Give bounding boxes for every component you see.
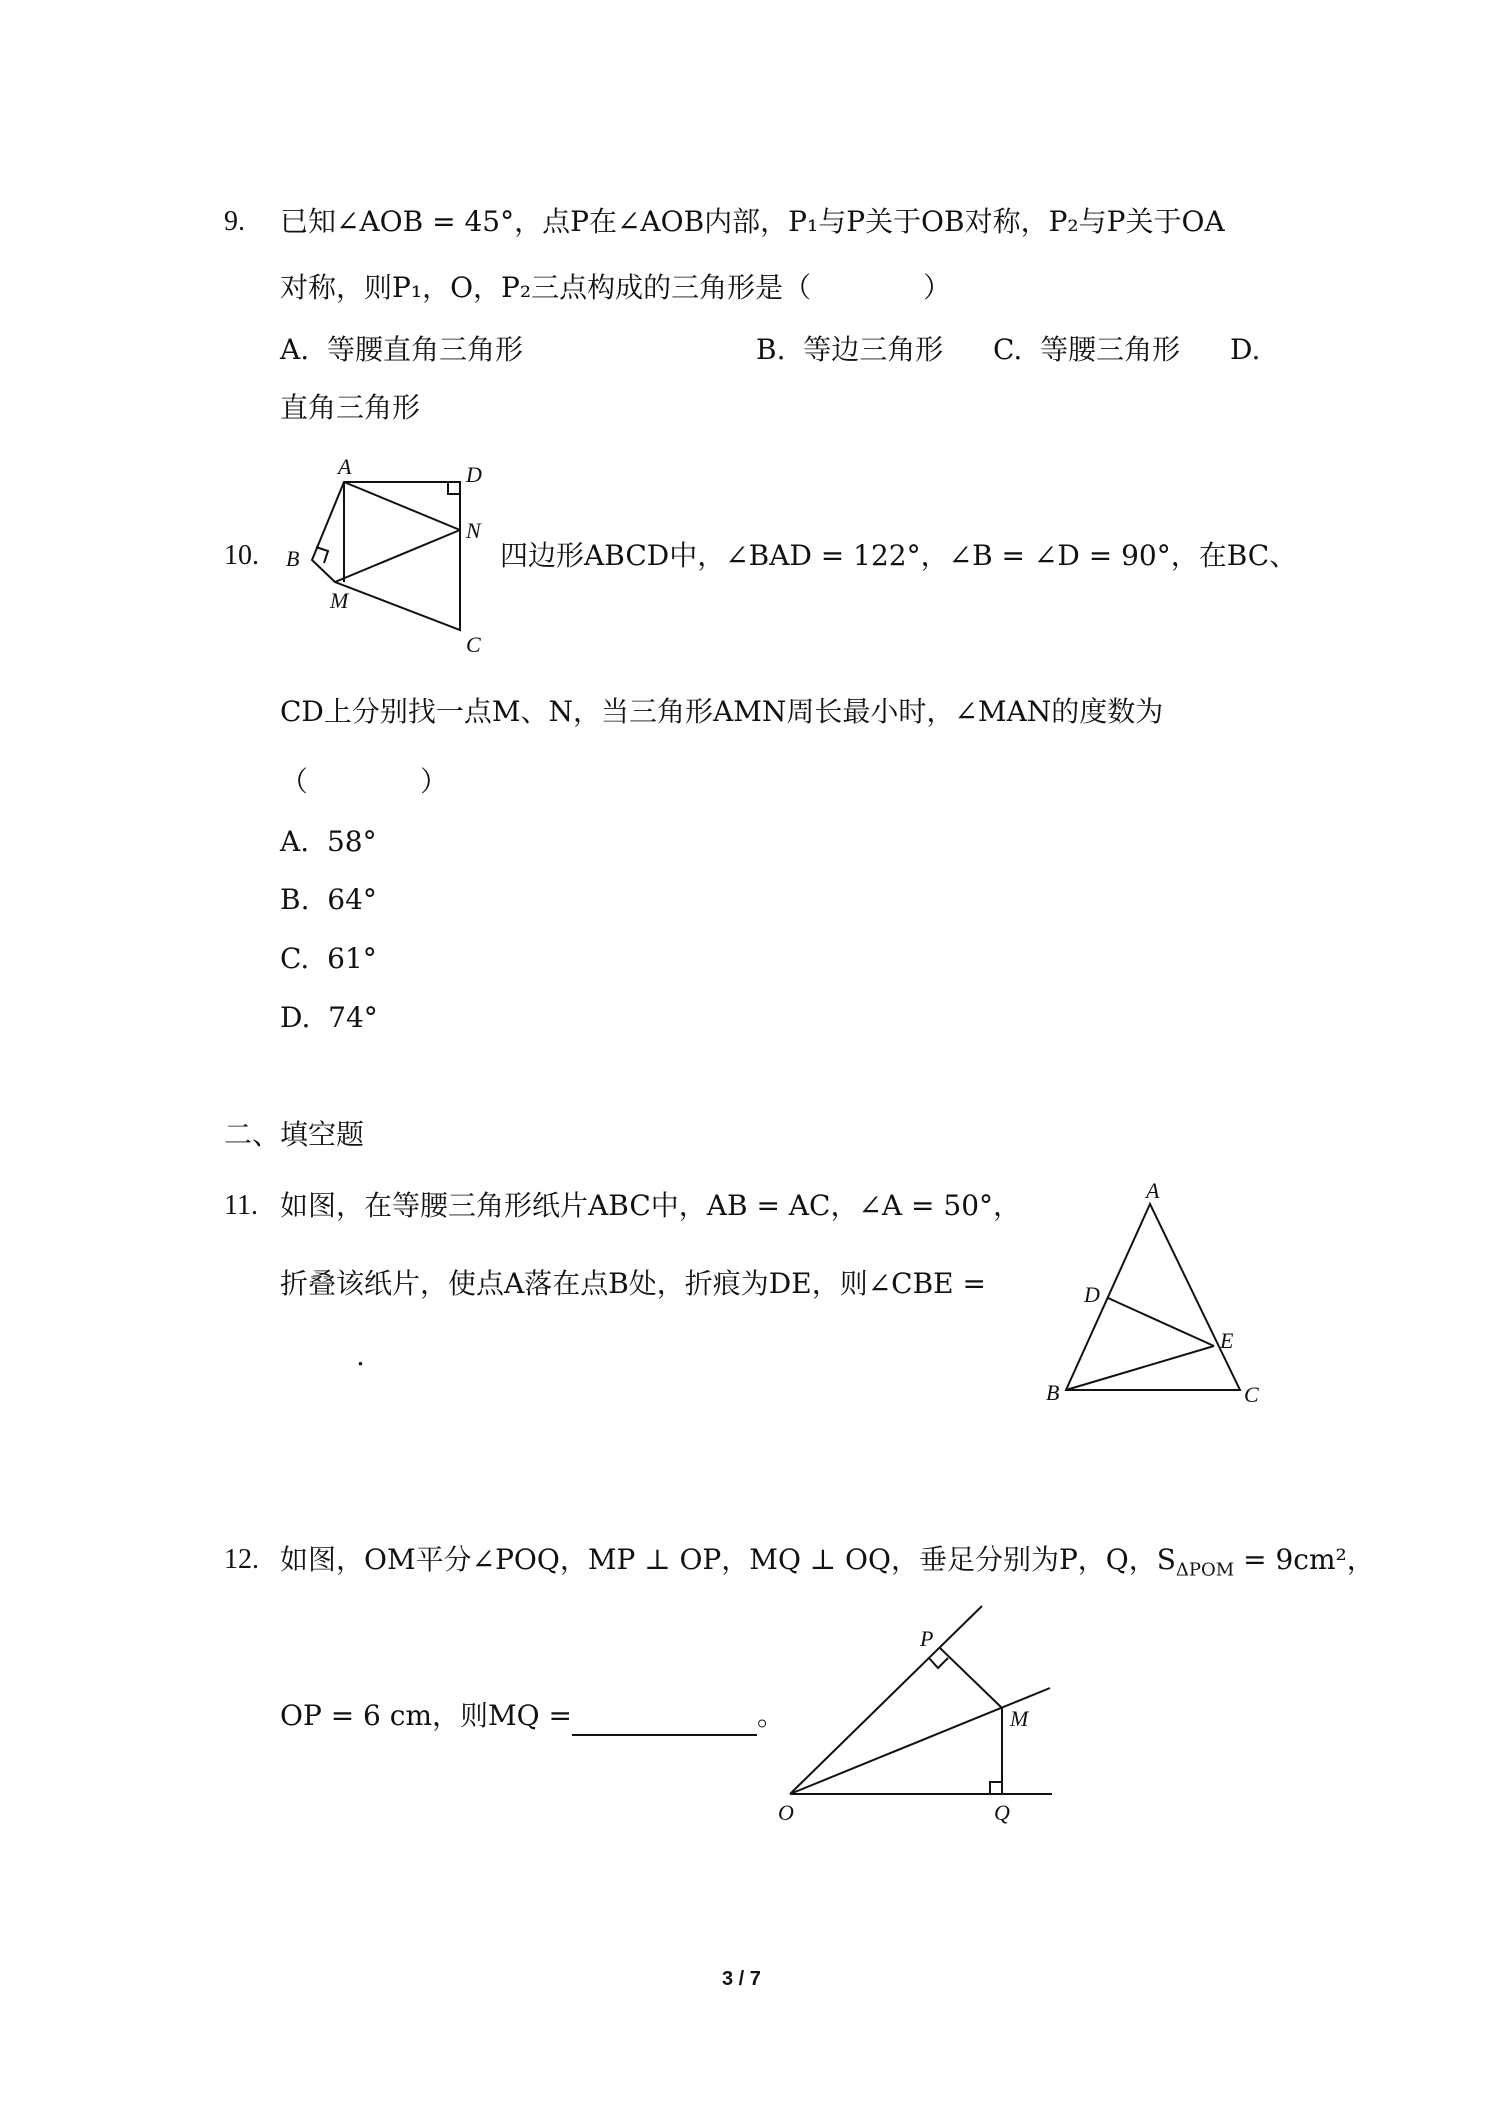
q10-stem-line1: 四边形ABCD中，∠BAD = 122°，∠B = ∠D = 90°，在BC、 xyxy=(500,539,1298,572)
q12-stem-line1 xyxy=(280,1540,1375,1591)
q10-stem-line3: （ ） xyxy=(280,765,449,798)
q9-option-d-label: D. xyxy=(1230,333,1261,366)
q10-option-a-label: A. xyxy=(280,825,310,858)
q11-answer-period: . xyxy=(356,1339,365,1372)
q9-stem-line2: 对称，则P₁，O，P₂三点构成的三角形是（ ） xyxy=(280,271,952,304)
q11-label-e: E xyxy=(1220,1328,1234,1353)
q10-option-d-text: 74° xyxy=(328,1001,378,1034)
q10-option-c-text: 61° xyxy=(327,942,377,975)
q12-label-o: O xyxy=(778,1800,794,1825)
q12-angle-bisector-figure xyxy=(770,1596,1070,1836)
q10-stem-line2: CD上分别找一点M、N，当三角形AMN周长最小时，∠MAN的度数为 xyxy=(280,695,1164,728)
q9-option-a-text: 等腰直角三角形 xyxy=(326,333,523,366)
q12-label-p: P xyxy=(920,1626,934,1651)
q10-label-a: A xyxy=(338,454,352,479)
q9-option-c-label: C. xyxy=(993,333,1023,366)
q11-triangle-figure xyxy=(1030,1178,1270,1418)
page-number: 3 / 7 xyxy=(722,1968,761,1990)
q10-quadrilateral-figure xyxy=(280,452,490,662)
q12-number: 12. xyxy=(224,1544,259,1575)
q9-option-c xyxy=(993,330,1180,370)
q11-stem-line1: 如图，在等腰三角形纸片ABC中，AB = AC，∠A = 50°， xyxy=(280,1189,1022,1222)
q12-label-q: Q xyxy=(994,1800,1010,1825)
q9-option-a xyxy=(280,330,523,370)
q12-stem-line2-main: OP = 6 cm，则MQ = xyxy=(280,1699,572,1732)
section-title-fill-in: 二、填空题 xyxy=(224,1118,365,1151)
q12-stem-line2-tail: 。 xyxy=(757,1699,786,1732)
q11-stem-line2: 折叠该纸片，使点A落在点B处，折痕为DE，则∠CBE = xyxy=(280,1267,986,1300)
q11-number: 11. xyxy=(224,1190,258,1221)
q9-option-b-text: 等边三角形 xyxy=(803,333,944,366)
q10-label-d: D xyxy=(466,462,482,487)
q9-option-b xyxy=(756,330,943,370)
q10-option-b-label: B. xyxy=(280,883,310,916)
q12-answer-blank[interactable] xyxy=(572,1704,757,1736)
q10-label-n: N xyxy=(466,518,481,543)
q9-number: 9. xyxy=(224,206,245,237)
q10-option-b-text: 64° xyxy=(327,883,377,916)
q10-option-b xyxy=(280,880,377,920)
q12-stem-line2 xyxy=(280,1696,785,1736)
q10-label-c: C xyxy=(466,632,481,657)
q9-option-b-label: B. xyxy=(756,333,786,366)
q10-option-d xyxy=(280,998,378,1038)
q9-option-c-text: 等腰三角形 xyxy=(1040,333,1181,366)
q9-option-a-label: A. xyxy=(280,333,310,366)
q10-number: 10. xyxy=(224,540,259,571)
q10-option-a xyxy=(280,822,377,862)
q10-label-b: B xyxy=(286,546,300,571)
q12-label-m: M xyxy=(1010,1706,1029,1731)
q9-option-d-text: 直角三角形 xyxy=(280,391,421,424)
q10-option-c xyxy=(280,939,377,979)
q10-option-d-label: D. xyxy=(280,1001,311,1034)
q11-label-d: D xyxy=(1084,1282,1100,1307)
q10-option-a-text: 58° xyxy=(326,825,377,858)
q10-label-m: M xyxy=(330,588,349,613)
q9-stem-line1: 已知∠AOB = 45°，点P在∠AOB内部，P₁与P关于OB对称，P₂与P关于OA xyxy=(280,205,1225,238)
q11-label-b: B xyxy=(1046,1380,1060,1405)
q11-label-a: A xyxy=(1146,1178,1160,1203)
q12-area-subscript: ΔPOM xyxy=(1175,1559,1235,1581)
q12-stem-line1-tail: = 9cm²， xyxy=(1234,1543,1375,1576)
q10-option-c-label: C. xyxy=(280,942,310,975)
q11-label-c: C xyxy=(1244,1382,1259,1407)
q12-stem-line1-main: 如图，OM平分∠POQ，MP ⊥ OP，MQ ⊥ OQ，垂足分别为P，Q，S xyxy=(280,1543,1176,1576)
